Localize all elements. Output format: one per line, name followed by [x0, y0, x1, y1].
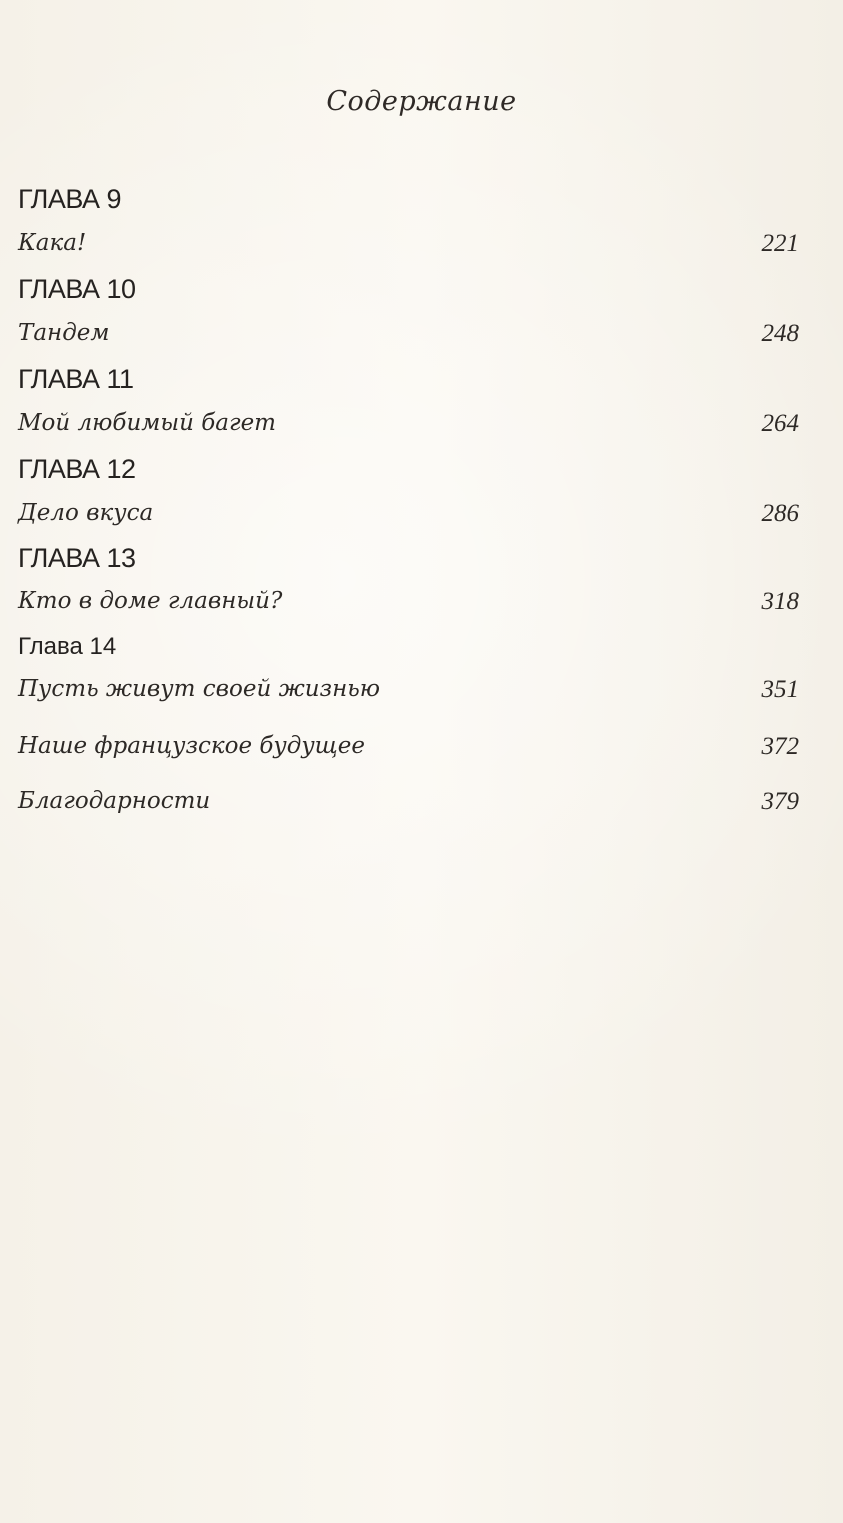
- entry-title: Наше французское будущее: [18, 733, 365, 759]
- entry-page-number: 351: [761, 676, 799, 703]
- entry-title: Тандем: [18, 320, 110, 346]
- toc-entry[interactable]: [18, 500, 799, 540]
- contents-heading: Содержание: [326, 86, 517, 117]
- chapter-number: ГЛАВА 13: [18, 543, 136, 573]
- toc-entry[interactable]: [18, 733, 799, 773]
- chapter-label: [18, 543, 799, 583]
- chapter-number: Глава 14: [18, 633, 117, 660]
- entry-page-number: 264: [761, 410, 799, 437]
- toc-entry[interactable]: [18, 320, 799, 360]
- toc-entry[interactable]: [18, 410, 799, 450]
- chapter-label: [18, 364, 799, 404]
- chapter-number: ГЛАВА 12: [18, 454, 136, 484]
- toc-entry[interactable]: [18, 230, 799, 270]
- entry-page-number: 248: [761, 320, 799, 347]
- entry-page-number: 318: [761, 588, 799, 615]
- entry-title: Дело вкуса: [18, 500, 154, 526]
- entry-page-number: 286: [761, 500, 799, 527]
- toc-entry[interactable]: [18, 788, 799, 828]
- entry-title: Благодарности: [18, 788, 211, 814]
- chapter-label: [18, 274, 799, 314]
- toc-entry[interactable]: [18, 588, 799, 628]
- chapter-label: [18, 454, 799, 494]
- chapter-label: [18, 184, 799, 224]
- chapter-number: ГЛАВА 9: [18, 184, 121, 214]
- entry-page-number: 379: [761, 788, 799, 815]
- chapter-number: ГЛАВА 10: [18, 274, 136, 304]
- entry-title: Пусть живут своей жизнью: [18, 676, 381, 702]
- entry-title: Кака!: [18, 230, 87, 256]
- chapter-label: [18, 633, 799, 673]
- chapter-number: ГЛАВА 11: [18, 364, 134, 394]
- entry-page-number: 372: [761, 733, 799, 760]
- entry-title: Кто в доме главный?: [18, 588, 283, 614]
- toc-entry[interactable]: [18, 676, 799, 716]
- entry-title: Мой любимый багет: [18, 410, 276, 436]
- entry-page-number: 221: [761, 230, 799, 257]
